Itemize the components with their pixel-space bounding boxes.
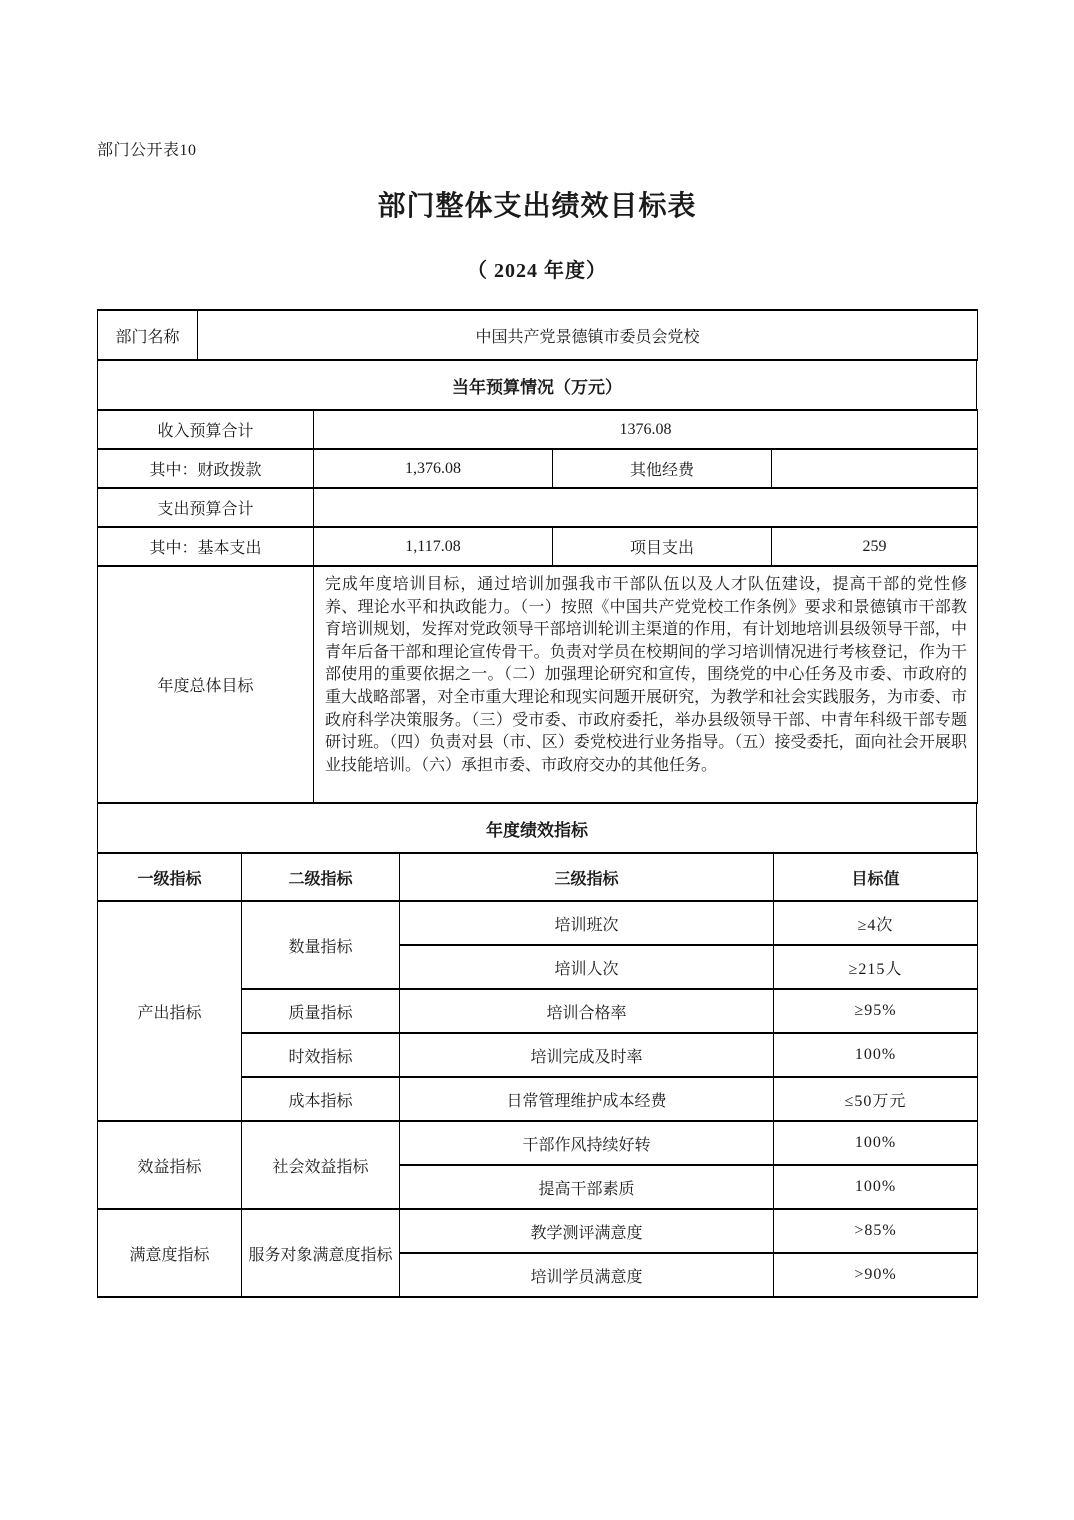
- performance-target-table: [97, 309, 977, 1298]
- other-funds-value: [772, 449, 978, 488]
- level3-indicator: 干部作风持续好转: [400, 1121, 774, 1165]
- fiscal-allocation-label: 其中：财政拨款: [98, 449, 314, 488]
- budget-section-title: 当年预算情况（万元）: [98, 360, 977, 410]
- target-value: ≥215人: [774, 945, 978, 989]
- document-title: 部门整体支出绩效目标表: [377, 191, 697, 222]
- budget-figures-table: [97, 409, 978, 567]
- target-value: 100%: [774, 1165, 978, 1209]
- level3-indicator: 培训合格率: [400, 989, 774, 1033]
- document-content: [97, 137, 977, 1298]
- expense-total-row: [98, 488, 978, 527]
- level3-indicator: 培训学员满意度: [400, 1253, 774, 1297]
- dept-name-table: [97, 309, 978, 361]
- target-value: >90%: [774, 1253, 978, 1297]
- indicator-row: [98, 901, 978, 945]
- indicators-section-table: [97, 802, 977, 854]
- target-value: 100%: [774, 1121, 978, 1165]
- document-year-subtitle: （ 2024 年度）: [467, 260, 607, 282]
- expense-total-label: 支出预算合计: [98, 488, 314, 527]
- level3-indicator: 日常管理维护成本经费: [400, 1077, 774, 1121]
- level3-indicator: 教学测评满意度: [400, 1209, 774, 1253]
- dept-name-label: 部门名称: [98, 310, 198, 360]
- level1-satisfaction: 满意度指标: [98, 1209, 242, 1297]
- indicator-row: [98, 1121, 978, 1165]
- budget-section-title-row: [98, 360, 977, 410]
- indicator-row: [98, 1209, 978, 1253]
- basic-expense-label: 其中：基本支出: [98, 527, 314, 566]
- level2-cost: 成本指标: [242, 1077, 400, 1121]
- other-funds-label: 其他经费: [553, 449, 772, 488]
- indicators-section-title-row: [98, 803, 977, 853]
- target-value: ≥95%: [774, 989, 978, 1033]
- annual-goal-table: [97, 565, 978, 804]
- dept-name-row: [98, 310, 978, 360]
- level3-indicator: 培训完成及时率: [400, 1033, 774, 1077]
- fiscal-allocation-value: 1,376.08: [314, 449, 553, 488]
- target-value: ≥4次: [774, 901, 978, 945]
- level2-quality: 质量指标: [242, 989, 400, 1033]
- target-value: 100%: [774, 1033, 978, 1077]
- annual-goal-label: 年度总体目标: [98, 566, 314, 803]
- level2-social-benefit: 社会效益指标: [242, 1121, 400, 1209]
- level2-quantity: 数量指标: [242, 901, 400, 989]
- target-value: ≤50万元: [774, 1077, 978, 1121]
- level3-indicator: 提高干部素质: [400, 1165, 774, 1209]
- level2-service-satisfaction: 服务对象满意度指标: [242, 1209, 400, 1297]
- level1-output: 产出指标: [98, 901, 242, 1121]
- annual-goal-text: 完成年度培训目标，通过培训加强我市干部队伍以及人才队伍建设，提高干部的党性修 养、理论水平和执政能力。（一）按照《中国共产党党校工作条例》要求和景德镇市干部教育培训规划，发挥对党政领导干部培训轮训主渠道的作用，有计划地培训县级领导干部，中青年后备干部和理论宣传骨干。负责对学员在校期间的学习培训情况进行考核登记，作为干部使用的重要依据之一。（二）加强理论研究和宣传，围绕党的中心任务及市委、市政府的重大战略部署，对全市重大理论和现实问题开展研究，为教学和社会实践服务，为市委、市政府科学决策服务。（三）受市委、市政府委托，举办县级领导干部、中青年科级干部专题研讨班。（四）负责对县（市、区）委党校进行业务指导。（五）接受委托，面向社会开展职业技能培训。（六）承担市委、市政府交办的其他任务。: [314, 566, 978, 803]
- header-level1: 一级指标: [98, 853, 242, 901]
- indicators-table: [97, 852, 978, 1298]
- header-level2: 二级指标: [242, 853, 400, 901]
- form-number-label: 部门公开表10: [97, 142, 197, 159]
- target-value: >85%: [774, 1209, 978, 1253]
- income-total-row: [98, 410, 978, 449]
- level1-benefit: 效益指标: [98, 1121, 242, 1209]
- annual-goal-row: [98, 566, 978, 803]
- income-total-label: 收入预算合计: [98, 410, 314, 449]
- expense-total-value: [314, 488, 978, 527]
- basic-expense-row: [98, 527, 978, 566]
- indicators-section-title: 年度绩效指标: [98, 803, 977, 853]
- budget-section-table: [97, 359, 977, 411]
- level3-indicator: 培训班次: [400, 901, 774, 945]
- fiscal-allocation-row: [98, 449, 978, 488]
- indicators-header-row: [98, 853, 978, 901]
- level2-timeliness: 时效指标: [242, 1033, 400, 1077]
- level3-indicator: 培训人次: [400, 945, 774, 989]
- header-target: 目标值: [774, 853, 978, 901]
- income-total-value: 1376.08: [314, 410, 978, 449]
- project-expense-label: 项目支出: [553, 527, 772, 566]
- header-level3: 三级指标: [400, 853, 774, 901]
- basic-expense-value: 1,117.08: [314, 527, 553, 566]
- project-expense-value: 259: [772, 527, 978, 566]
- dept-name-value: 中国共产党景德镇市委员会党校: [198, 310, 978, 360]
